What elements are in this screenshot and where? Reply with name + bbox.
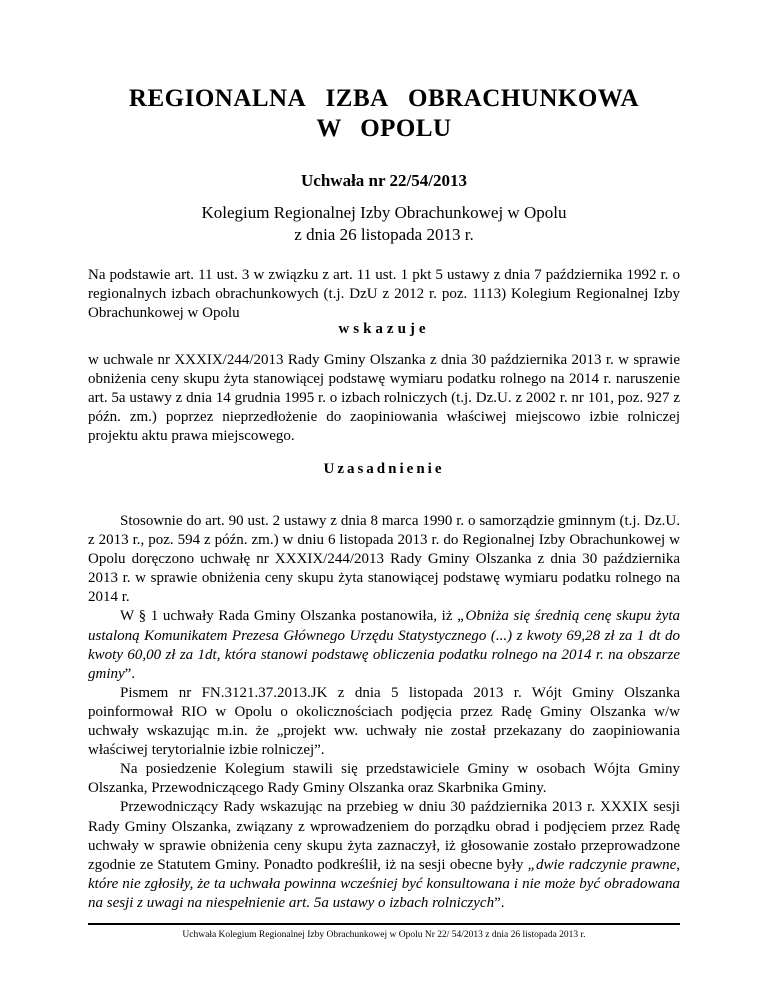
- paragraph-2-tail: ”.: [124, 665, 136, 682]
- justification-body: [88, 512, 680, 913]
- paragraph-5-quote: „dwie radczynie prawne, które nie zgłosiły, że ta uchwała powinna wcześniej być konsultowana i nie może być obradowana na sesji z uwagi na niespełnienie art. 5a ustawy o izbach rolniczych: [88, 856, 680, 911]
- paragraph-2-lead: W § 1 uchwały Rada Gminy Olszanka postanowiła, iż: [120, 608, 458, 625]
- paragraph-5-tail: ”.: [494, 894, 505, 911]
- paragraph-5-lead: Przewodniczący Rady wskazując na przebieg w dniu 30 października 2013 r. XXXIX sesji Rady Gminy Olszanka, związany z wprowadzeniem do porządku obrad i podjęciem przez Radę uchwały w sprawie obniżenia ceny skupu żyta zaznaczył, iż głosowanie zostało przeprowadzone zgodnie ze Statutem Gminy. Ponadto podkreślił, iż na sesji obecne były: [88, 799, 680, 873]
- decision-heading: wskazuje: [338, 321, 430, 337]
- justification-paragraph-2: [88, 607, 680, 683]
- justification-heading: Uzasadnienie: [323, 461, 445, 477]
- resolution-issuer: Kolegium Regionalnej Izby Obrachunkowej w Opolu: [201, 203, 567, 222]
- paragraph-2-quote: „Obniża się średnią cenę skupu żyta ustaloną Komunikatem Prezesa Głównego Urzędu Statystycznego (...) z kwoty 69,28 zł za 1 dt do kwoty 60,00 zł za 1dt, która stanowi podstawę obliczenia podatku rolnego na 2014 r. na obszarze gminy: [88, 608, 680, 682]
- footer-divider: [88, 923, 680, 925]
- resolution-number: Uchwała nr 22/54/2013: [301, 171, 467, 190]
- institution-name: REGIONALNA IZBA OBRACHUNKOWA: [128, 85, 640, 112]
- page-footer: Uchwała Kolegium Regionalnej Izby Obrachunkowej w Opolu Nr 22/ 54/2013 z dnia 26 listopada 2013 r.: [182, 930, 586, 940]
- justification-paragraph-3: Pismem nr FN.3121.37.2013.JK z dnia 5 listopada 2013 r. Wójt Gminy Olszanka poinformował RIO w Opolu o okolicznościach podjęcia przez Radę Gminy Olszanka w/w uchwały wskazując m.in. że „projekt ww. uchwały nie został przekazany do zaopiniowania właściwej terytorialnie izbie rolniczej”.: [88, 684, 680, 759]
- legal-basis-paragraph: Na podstawie art. 11 ust. 3 w związku z art. 11 ust. 1 pkt 5 ustawy z dnia 7 października 1992 r. o regionalnych izbach obrachunkowych (t.j. DzU z 2012 r. poz. 1113) Kolegium Regionalnej Izby Obrachunkowej w Opolu: [88, 267, 680, 321]
- justification-paragraph-4: Na posiedzenie Kolegium stawili się przedstawiciele Gminy w osobach Wójta Gminy Olszanka, Przewodniczącego Rady Gminy Olszanka oraz Skarbnika Gminy.: [88, 761, 680, 797]
- resolution-date: z dnia 26 listopada 2013 r.: [294, 225, 474, 244]
- institution-city: W OPOLU: [316, 115, 452, 142]
- decision-paragraph: w uchwale nr XXXIX/244/2013 Rady Gminy Olszanka z dnia 30 października 2013 r. w sprawie obniżenia ceny skupu żyta stanowiącej podstawę wymiaru podatku rolnego na 2014 r. naruszenie art. 5a ustawy z dnia 14 grudnia 1995 r. o izbach rolniczych (t.j. Dz.U. z 2002 r. nr 101, poz. 927 z późn. zm.) poprzez nieprzedłożenie do zaopiniowania właściwej miejscowo izbie rolniczej projektu aktu prawa miejscowego.: [88, 352, 680, 444]
- justification-paragraph-5: [88, 798, 680, 913]
- justification-paragraph-1: Stosownie do art. 90 ust. 2 ustawy z dnia 8 marca 1990 r. o samorządzie gminnym (t.j. Dz.U. z 2013 r., poz. 594 z późn. zm.) w dniu 6 listopada 2013 r. do Regionalnej Izby Obrachunkowej w Opolu doręczono uchwałę nr XXXIX/244/2013 Rady Gminy Olszanka z dnia 30 października 2013 r. w sprawie obniżenia ceny skupu żyta stanowiącej podstawę wymiaru podatku rolnego na 2014 r.: [88, 513, 680, 606]
